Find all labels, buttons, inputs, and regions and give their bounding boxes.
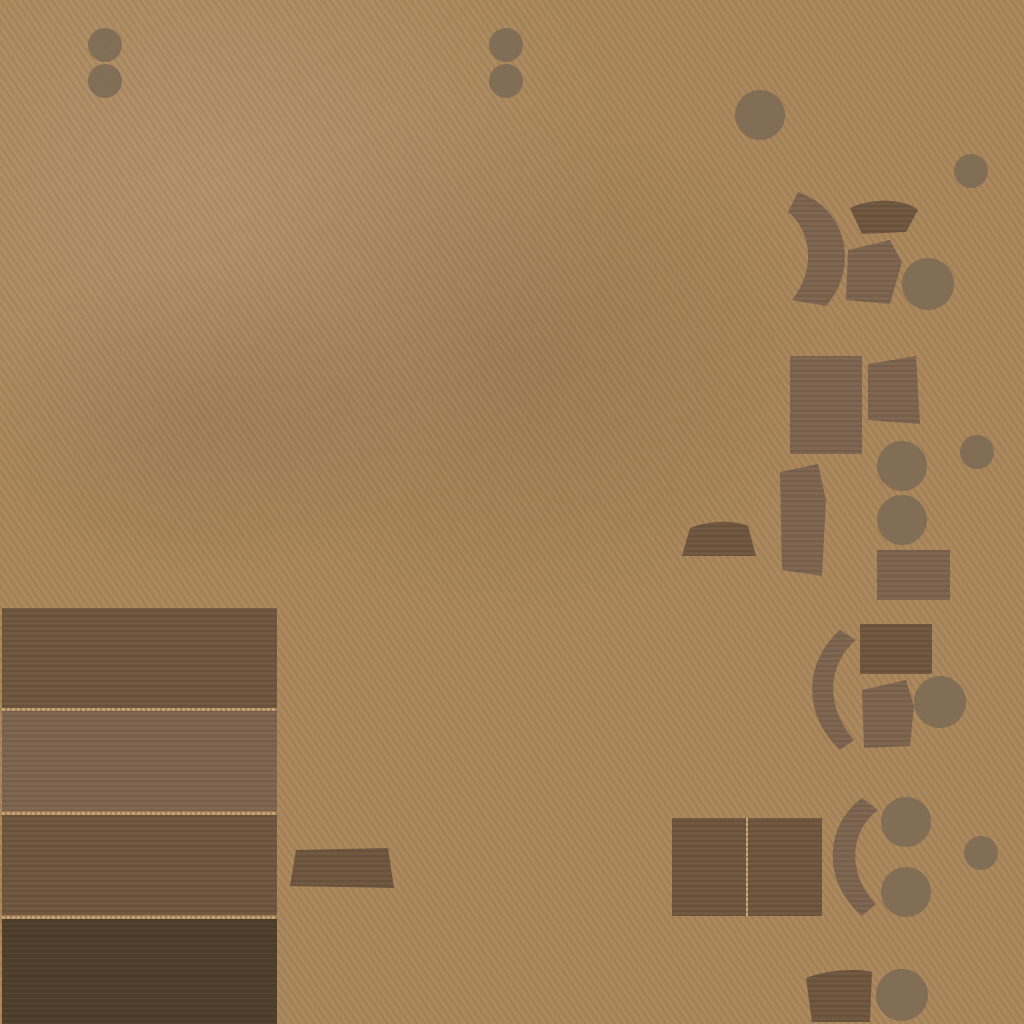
round-patch bbox=[735, 90, 785, 140]
wood-rect-grain bbox=[860, 624, 932, 674]
wood-square-grain bbox=[790, 356, 862, 454]
round-patch bbox=[877, 495, 927, 545]
wood-plank-block bbox=[2, 608, 277, 1024]
round-patch bbox=[964, 836, 998, 870]
wood-rect-grain bbox=[877, 550, 950, 600]
round-patch bbox=[877, 441, 927, 491]
wood-square-grain bbox=[862, 680, 914, 748]
round-patch bbox=[88, 64, 122, 98]
wood-trapezoid-grain bbox=[806, 970, 872, 1022]
wood-square-grain bbox=[748, 818, 822, 916]
round-patch bbox=[881, 867, 931, 917]
round-patch bbox=[489, 64, 523, 98]
wood-trapezoid-grain bbox=[868, 356, 920, 424]
round-patch bbox=[954, 154, 988, 188]
round-patch bbox=[960, 435, 994, 469]
round-patch bbox=[902, 258, 954, 310]
wood-trapezoid-grain bbox=[682, 522, 756, 556]
round-patch bbox=[876, 969, 928, 1021]
round-patch bbox=[914, 676, 966, 728]
round-patch bbox=[881, 797, 931, 847]
wood-grain bbox=[2, 608, 277, 1024]
wood-square-grain bbox=[672, 818, 746, 916]
round-patch bbox=[489, 28, 523, 62]
wood-strip-grain bbox=[780, 464, 826, 576]
round-patch bbox=[88, 28, 122, 62]
wood-trapezoid-grain bbox=[290, 848, 394, 888]
